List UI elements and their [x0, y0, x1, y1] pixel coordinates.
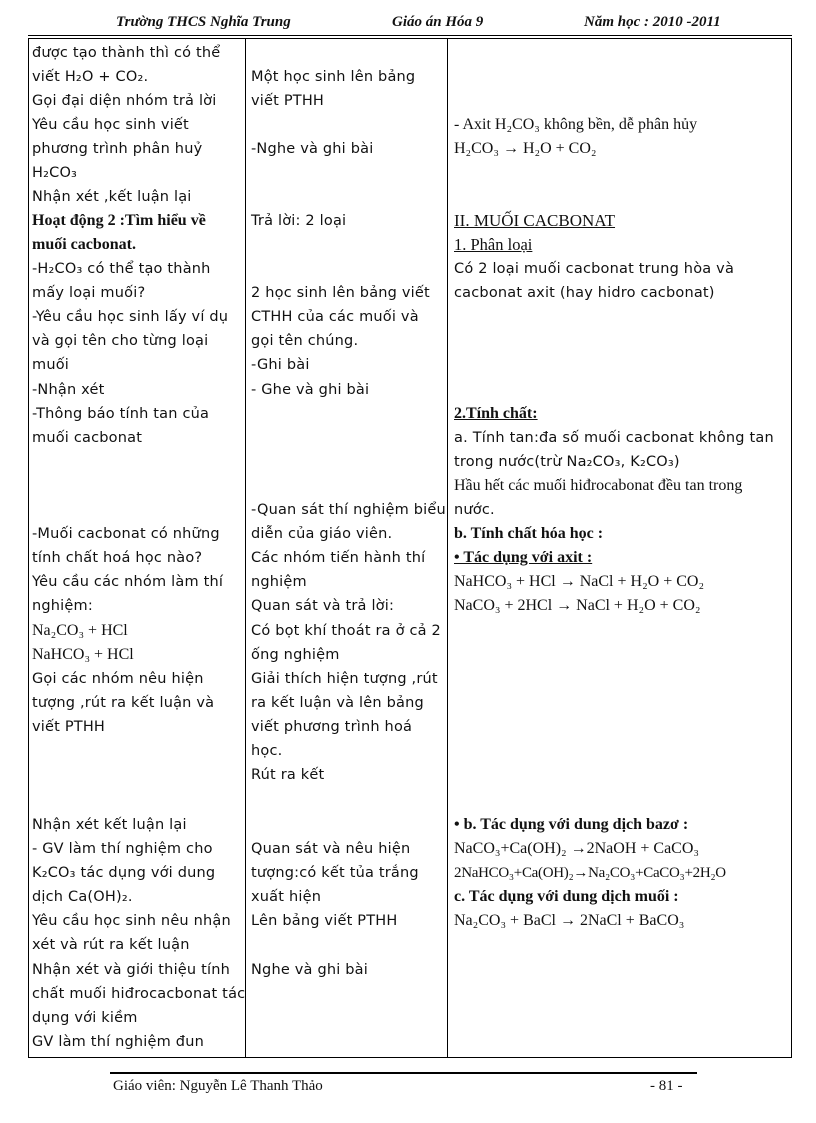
student-line: Trả lời: 2 loại: [251, 213, 347, 229]
teacher-line: Nhận xét ,kết luận lại: [32, 189, 192, 205]
content-line: Có 2 loại muối cacbonat trung hòa và: [454, 261, 735, 277]
content-line: a. Tính tan:đa số muối cacbonat không tan: [454, 430, 774, 446]
equation-line: Na₂CO₃ + BaCl → 2NaCl + BaCO₃: [454, 912, 685, 929]
teacher-line: Yêu cầu học sinh viết: [32, 117, 189, 133]
student-line: Nghe và ghi bài: [251, 962, 368, 978]
column-divider: [447, 39, 448, 1057]
activity-2-heading-cont: muối cacbonat.: [32, 236, 136, 253]
teacher-line: tính chất hoá học nào?: [32, 550, 203, 566]
section-heading: II. MUỐI CACBONAT: [454, 211, 616, 230]
teacher-line: dịch Ca(OH)₂.: [32, 889, 133, 905]
content-line: - Axit H₂CO₃ không bền, dễ phân hủy: [454, 116, 698, 133]
student-line: Quan sát và trả lời:: [251, 598, 395, 614]
activity-2-heading: Hoạt động 2 :Tìm hiểu về: [32, 212, 206, 229]
teacher-line: -Muối cacbonat có những: [32, 526, 220, 542]
student-line: Giải thích hiện tượng ,rút: [251, 671, 438, 687]
header-subject: Giáo án Hóa 9: [392, 14, 484, 30]
teacher-line: Nhận xét kết luận lại: [32, 817, 187, 833]
student-line: Một học sinh lên bảng: [251, 69, 416, 85]
footer-teacher: Giáo viên: Nguyễn Lê Thanh Thảo: [113, 1078, 323, 1094]
teacher-line: -Nhận xét: [32, 382, 105, 398]
student-line: -Quan sát thí nghiệm biểu: [251, 502, 446, 518]
student-line: viết PTHH: [251, 93, 325, 109]
teacher-line: Gọi các nhóm nêu hiện: [32, 671, 204, 687]
column-divider: [245, 39, 246, 1057]
student-line: -Ghi bài: [251, 357, 310, 373]
student-line: -Nghe và ghi bài: [251, 141, 374, 157]
teacher-line: H₂CO₃: [32, 165, 78, 181]
teacher-line: chất muối hiđrocacbonat tác: [32, 986, 246, 1002]
equation-line: 2NaHCO₃+Ca(OH)₂→Na₂CO₃+CaCO₃+2H₂O: [454, 865, 726, 881]
student-line: xuất hiện: [251, 889, 322, 905]
content-line: Hầu hết các muối hiđrocabonat đều tan trong: [454, 477, 743, 494]
bullet-heading: • b. Tác dụng với dung dịch bazơ :: [454, 816, 689, 833]
content-line: trong nước(trừ Na₂CO₃, K₂CO₃): [454, 454, 680, 470]
teacher-line: Nhận xét và giới thiệu tính: [32, 962, 231, 978]
teacher-line: được tạo thành thì có thể: [32, 45, 221, 61]
teacher-line: Yêu cầu các nhóm làm thí: [32, 574, 224, 590]
student-line: Quan sát và nêu hiện: [251, 841, 411, 857]
equation-line: NaCO₃ + 2HCl → NaCl + H₂O + CO₂: [454, 597, 701, 614]
teacher-line: - GV làm thí nghiệm cho: [32, 841, 213, 857]
student-line: Lên bảng viết PTHH: [251, 913, 398, 929]
teacher-line: và gọi tên cho từng loại: [32, 333, 209, 349]
content-line: nước.: [454, 502, 495, 518]
header-rule: [28, 35, 792, 36]
subsection-heading: 2.Tính chất:: [454, 405, 538, 422]
teacher-line: GV làm thí nghiệm đun: [32, 1034, 204, 1050]
teacher-line: nghiệm:: [32, 598, 93, 614]
teacher-line: K₂CO₃ tác dụng với dung: [32, 865, 216, 881]
student-line: - Ghe và ghi bài: [251, 382, 370, 398]
subsection-heading: 1. Phân loại: [454, 235, 533, 254]
teacher-line: Gọi đại diện nhóm trả lời: [32, 93, 217, 109]
subsection-heading: b. Tính chất hóa học :: [454, 525, 604, 542]
header-year: Năm học : 2010 -2011: [584, 14, 721, 30]
student-line: học.: [251, 743, 283, 759]
teacher-line: phương trình phân huỷ: [32, 141, 203, 157]
subsection-heading: c. Tác dụng với dung dịch muối :: [454, 888, 679, 905]
teacher-line: Yêu cầu học sinh nêu nhận: [32, 913, 231, 929]
student-line: nghiệm: [251, 574, 307, 590]
teacher-line: viết H₂O + CO₂.: [32, 69, 149, 85]
bullet-heading: • Tác dụng với axit :: [454, 549, 593, 566]
page-number: - 81 -: [650, 1078, 683, 1094]
header-school: Trường THCS Nghĩa Trung: [116, 14, 291, 30]
student-line: Các nhóm tiến hành thí: [251, 550, 426, 566]
content-line: cacbonat axit (hay hidro cacbonat): [454, 285, 715, 301]
lesson-table: [28, 38, 792, 1058]
student-line: Có bọt khí thoát ra ở cả 2: [251, 623, 441, 639]
student-line: ra kết luận và lên bảng: [251, 695, 424, 711]
student-line: tượng:có kết tủa trắng: [251, 865, 419, 881]
student-line: viết phương trình hoá: [251, 719, 413, 735]
teacher-line: -Yêu cầu học sinh lấy ví dụ: [32, 309, 229, 325]
teacher-line: -Thông báo tính tan của: [32, 406, 210, 422]
teacher-line: viết PTHH: [32, 719, 106, 735]
footer-rule: [110, 1072, 697, 1074]
teacher-line: -H₂CO₃ có thể tạo thành: [32, 261, 211, 277]
teacher-line: muối cacbonat: [32, 430, 143, 446]
formula-line: Na₂CO₃ + HCl: [32, 622, 128, 639]
teacher-line: muối: [32, 357, 70, 373]
student-line: gọi tên chúng.: [251, 333, 359, 349]
formula-line: NaHCO₃ + HCl: [32, 646, 134, 663]
teacher-line: xét và rút ra kết luận: [32, 937, 190, 953]
student-line: 2 học sinh lên bảng viết: [251, 285, 430, 301]
equation-line: H₂CO₃ → H₂O + CO₂: [454, 140, 597, 157]
equation-line: NaHCO₃ + HCl → NaCl + H₂O + CO₂: [454, 573, 705, 590]
teacher-line: tượng ,rút ra kết luận và: [32, 695, 215, 711]
student-line: Rút ra kết: [251, 767, 325, 783]
equation-line: NaCO₃+Ca(OH)₂ →2NaOH + CaCO₃: [454, 840, 699, 857]
student-line: ống nghiệm: [251, 647, 340, 663]
teacher-line: dụng với kiềm: [32, 1010, 138, 1026]
student-line: CTHH của các muối và: [251, 309, 419, 325]
teacher-line: mấy loại muối?: [32, 285, 146, 301]
student-line: diễn của giáo viên.: [251, 526, 393, 542]
